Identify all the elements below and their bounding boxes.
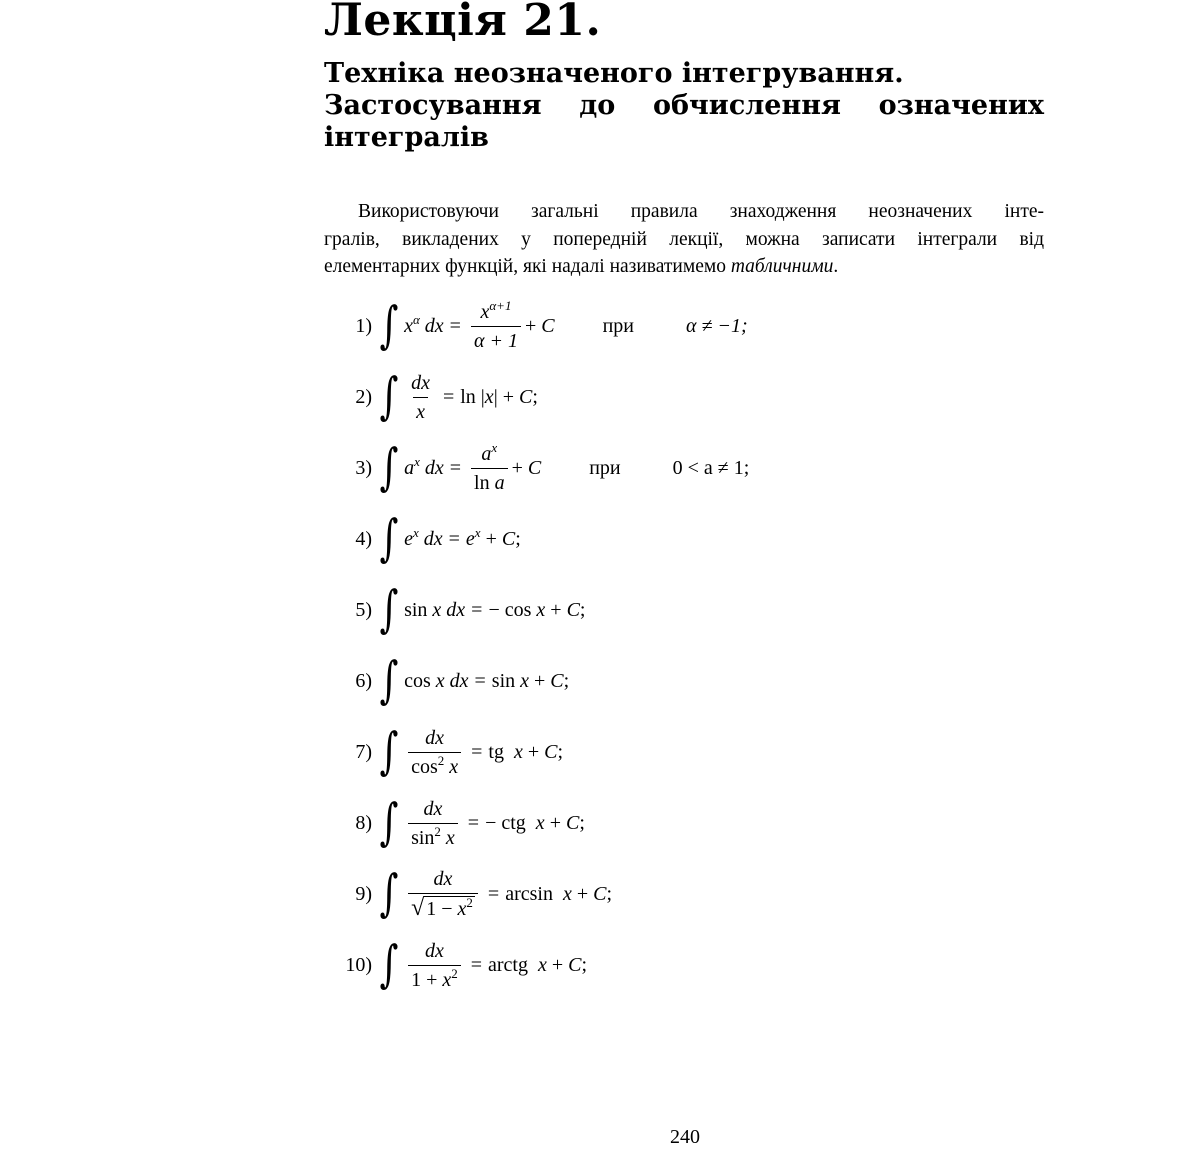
fraction: $\frac{dx}{\sin^2 x}$ xyxy=(408,797,458,850)
fraction: $\frac{a^x}{\text{ln a}}$ xyxy=(471,442,508,495)
formula-number: 6) xyxy=(355,669,372,692)
formula-number: 5) xyxy=(355,598,372,621)
fraction: $\frac{dx}{1 + x^2}$ xyxy=(408,939,461,992)
formula-10: 10) ∫ $\frac{dx}{1 + x^2}$ = arctg x + C; xyxy=(326,935,587,995)
fraction: $\frac{dx}{\cos^2 x}$ xyxy=(408,726,461,779)
formula-number: 4) xyxy=(355,527,372,550)
integral-sign: ∫ xyxy=(379,296,399,354)
integral-sign: ∫ xyxy=(379,580,399,638)
integral-sign: ∫ xyxy=(379,651,399,709)
formula-6: 6) ∫ cos x dx = sin x + C; xyxy=(336,651,569,711)
intro-line: елементарних функцій, які надалі називатимемо табличними. xyxy=(324,256,839,277)
formula-8: 8) ∫ $\frac{dx}{\sin^2 x}$ = − ctg x + C; xyxy=(336,793,585,853)
formula-number: 2) xyxy=(355,385,372,408)
subtitle-line: інтегралів xyxy=(324,122,489,153)
lecture-subtitle xyxy=(324,58,1044,154)
intro-paragraph xyxy=(324,198,1044,281)
integral-sign: ∫ xyxy=(379,864,399,922)
emphasis-term: табличними xyxy=(730,256,834,277)
formula-5: 5) ∫ sin x dx = − cos x + C; xyxy=(336,580,585,640)
intro-line: Використовуючи загальні правила знаходження неозначених інте- xyxy=(358,201,1044,222)
condition: 0 < a ≠ 1; xyxy=(672,456,750,479)
integral-sign: ∫ xyxy=(379,793,399,851)
intro-line: гралів, викладених у попередній лекції, можна записати інтеграли від xyxy=(324,228,1044,250)
integral-sign: ∫ xyxy=(379,367,399,425)
subtitle-line: Застосування до обчислення означених xyxy=(324,90,1044,121)
square-root: √ $1 - x^2$ xyxy=(411,895,473,921)
integral-sign: ∫ xyxy=(379,509,399,567)
formula-number: 8) xyxy=(355,811,372,834)
formula-number: 9) xyxy=(355,882,372,905)
formula-number: 7) xyxy=(355,740,372,763)
formula-4: 4) ∫ $e^x$ dx = $e^x + C$; xyxy=(336,509,521,569)
condition: α ≠ −1; xyxy=(685,314,748,337)
fraction: dx √ $1 - x^2$ xyxy=(408,867,478,921)
condition-word: при xyxy=(589,456,621,479)
fraction: $\frac{dx}{x}$ xyxy=(411,371,430,423)
page-number: 240 xyxy=(670,1126,700,1148)
formula-9: 9) ∫ dx √ $1 - x^2$ = arcsin x + C; xyxy=(336,864,612,924)
formula-1: 1) ∫ $x^\alpha$ dx = $\frac{x^{\alpha+1}}{\alpha + 1}$ + C при α ≠ −1; xyxy=(336,296,748,356)
fraction: $\frac{x^{\alpha+1}}{\alpha + 1}$ xyxy=(471,300,521,353)
integral-sign: ∫ xyxy=(379,935,399,993)
formula-3: 3) ∫ $a^x$ dx = $\frac{a^x}{\text{ln a}}$ + C при 0 < a ≠ 1; xyxy=(336,438,749,498)
condition-word: при xyxy=(602,314,634,337)
formula-number: 10) xyxy=(345,953,372,976)
integral-sign: ∫ xyxy=(379,438,399,496)
formula-number: 1) xyxy=(355,314,372,337)
formula-2: 2) ∫ $\frac{dx}{x}$ = ln |x| + C; xyxy=(336,367,538,427)
formula-7: 7) ∫ $\frac{dx}{\cos^2 x}$ = tg x + C; xyxy=(336,722,563,782)
formula-number: 3) xyxy=(355,456,372,479)
lecture-title: Лекція 21. xyxy=(324,0,602,46)
integral-sign: ∫ xyxy=(379,722,399,780)
subtitle-line: Техніка неозначеного інтегрування. xyxy=(324,58,904,89)
